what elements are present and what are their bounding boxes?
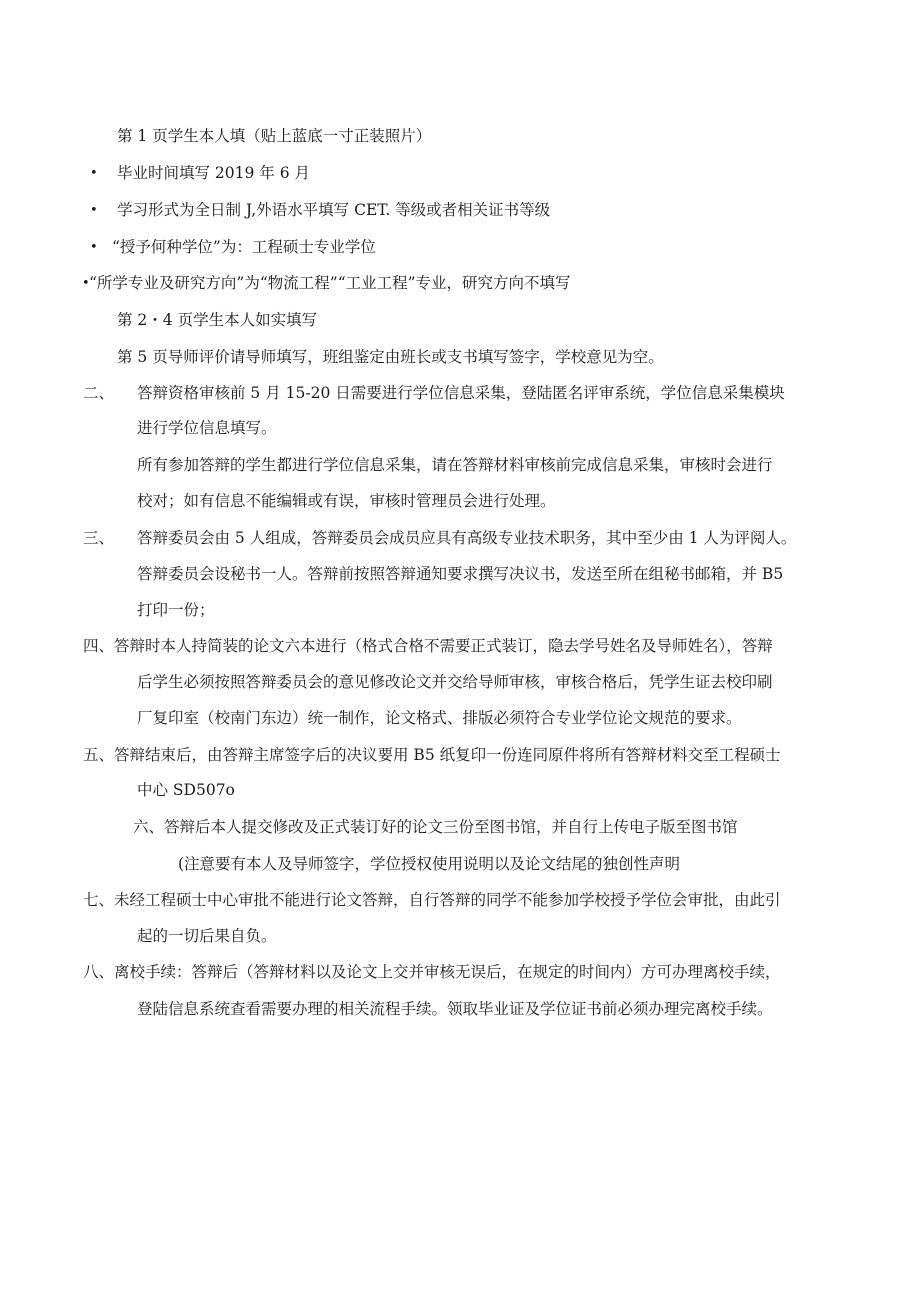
bullet-dot: • bbox=[82, 276, 90, 291]
section8-line: 八、离校手续：答辩后（答辩材料以及论文上交并审核无误后，在规定的时间内）方可办理离校手续， bbox=[83, 963, 781, 981]
section2-line: 答辩资格审核前 5 月 15-20 日需要进行学位信息采集，登陆匿名评审系统，学位信息采集模块 bbox=[137, 384, 785, 402]
section3-line: 答辩委员会由 5 人组成，答辩委员会成员应具有高级专业技术职务，其中至少由 1 人为评阅人。 bbox=[137, 529, 797, 547]
section8-line: 登陆信息系统查看需要办理的相关流程手续。领取毕业证及学位证书前必须办理完离校手续。 bbox=[137, 1000, 773, 1018]
section7-line: 七、未经工程硕士中心审批不能进行论文答辩，自行答辩的同学不能参加学校授予学位会审批，由此引 bbox=[83, 891, 781, 909]
section2-line: 进行学位信息填写。 bbox=[137, 419, 277, 437]
section5-line: 五、答辩结束后，由答辩主席签字后的决议要用 B5 纸复印一份连同原件将所有答辩材料交至工程硕士 bbox=[83, 746, 781, 764]
bullet-major: “所学专业及研究方向”为“物流工程”“工业工程”专业，研究方向不填写 bbox=[89, 274, 571, 292]
section3-line: 答辩委员会设秘书一人。答辩前按照答辩通知要求撰写决议书，发送至所在组秘书邮箱，并 B5 bbox=[137, 565, 784, 583]
page2-4-note: 第 2・4 页学生本人如实填写 bbox=[117, 311, 318, 329]
section4-line: 四、答辩时本人持简装的论文六本进行（格式合格不需要正式装订，隐去学号姓名及导师姓名），答辩 bbox=[83, 637, 773, 655]
section4-line: 厂复印室（校南门东边）统一制作，论文格式、排版必须符合专业学位论文规范的要求。 bbox=[137, 709, 742, 727]
section6-line: (注意要有本人及导师签字，学位授权使用说明以及论文结尾的独创性声明 bbox=[178, 855, 681, 873]
section3-line: 打印一份； bbox=[137, 601, 215, 619]
bullet-graduation-time: 毕业时间填写 2019 年 6 月 bbox=[117, 164, 311, 182]
bullet-study-form: 学习形式为全日制 J,外语水平填写 CET. 等级或者相关证书等级 bbox=[117, 201, 551, 219]
section4-line: 后学生必须按照答辩委员会的意见修改论文并交给导师审核，审核合格后，凭学生证去校印刷 bbox=[137, 673, 773, 691]
bullet-dot: • bbox=[90, 240, 98, 255]
section7-line: 起的一切后果自负。 bbox=[137, 927, 277, 945]
page1-note: 第 1 页学生本人填（贴上蓝底一寸正装照片） bbox=[117, 127, 432, 145]
section5-line: 中心 SD507o bbox=[137, 781, 235, 799]
page5-note: 第 5 页导师评价请导师填写，班组鉴定由班长或支书填写签字，学校意见为空。 bbox=[117, 348, 664, 366]
bullet-dot: • bbox=[90, 166, 98, 181]
section2-line: 校对；如有信息不能编辑或有误，审核时管理员会进行处理。 bbox=[137, 492, 556, 510]
section6-line: 六、答辩后本人提交修改及正式装订好的论文三份至图书馆，并自行上传电子版至图书馆 bbox=[133, 818, 738, 836]
section2-number: 二、 bbox=[83, 384, 115, 402]
bullet-degree-type: “授予何种学位”为：工程硕士专业学位 bbox=[112, 238, 376, 256]
bullet-dot: • bbox=[90, 203, 98, 218]
section2-line: 所有参加答辩的学生都进行学位信息采集，请在答辩材料审核前完成信息采集，审核时会进行 bbox=[137, 456, 773, 474]
section3-number: 三、 bbox=[83, 529, 115, 547]
